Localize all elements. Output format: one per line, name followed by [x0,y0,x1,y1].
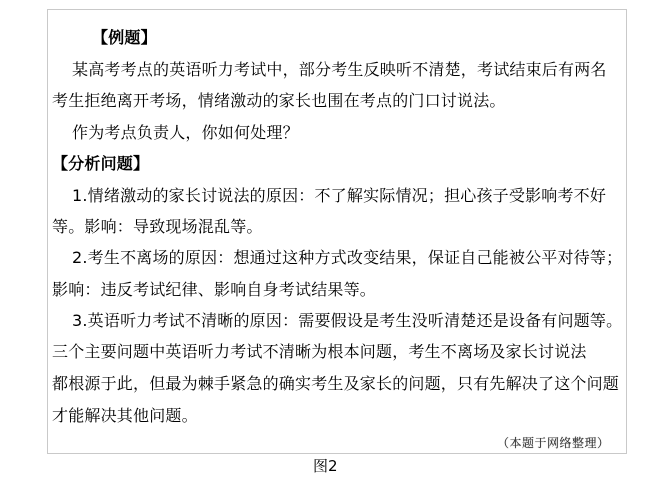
analysis-heading: 【分析问题】 [52,154,150,173]
source-note: （本题于网络整理） [497,436,610,450]
point-2-line-2: 影响：违反考试纪律、影响自身考试结果等。 [52,280,377,299]
question-line-2: 考生拒绝离开考场，情绪激动的家长也围在考点的门口讨说法。 [52,91,506,110]
point-1-line-1: 1.情绪激动的家长讨说法的原因：不了解实际情况；担心孩子受影响考不好 [72,186,607,205]
question-line-1: 某高考考点的英语听力考试中，部分考生反映听不清楚，考试结束后有两名 [72,60,607,79]
question-line-3: 作为考点负责人，你如何处理？ [72,123,299,142]
summary-line-2: 都根源于此，但最为棘手紧急的确实考生及家长的问题，只有先解决了这个问题 [52,374,620,393]
point-2-line-1: 2.考生不离场的原因：想通过这种方式改变结果，保证自己能被公平对待等； [72,248,623,267]
summary-line-3: 才能解决其他问题。 [52,406,198,425]
example-heading: 【例题】 [92,28,157,47]
figure-caption: 图2 [313,457,338,475]
point-3-line-1: 3.英语听力考试不清晰的原因：需要假设是考生没听清楚还是设备有问题等。 [72,311,623,330]
point-1-line-2: 等。影响：导致现场混乱等。 [52,217,263,236]
summary-line-1: 三个主要问题中英语听力考试不清晰为根本问题，考生不离场及家长讨说法 [52,342,587,361]
